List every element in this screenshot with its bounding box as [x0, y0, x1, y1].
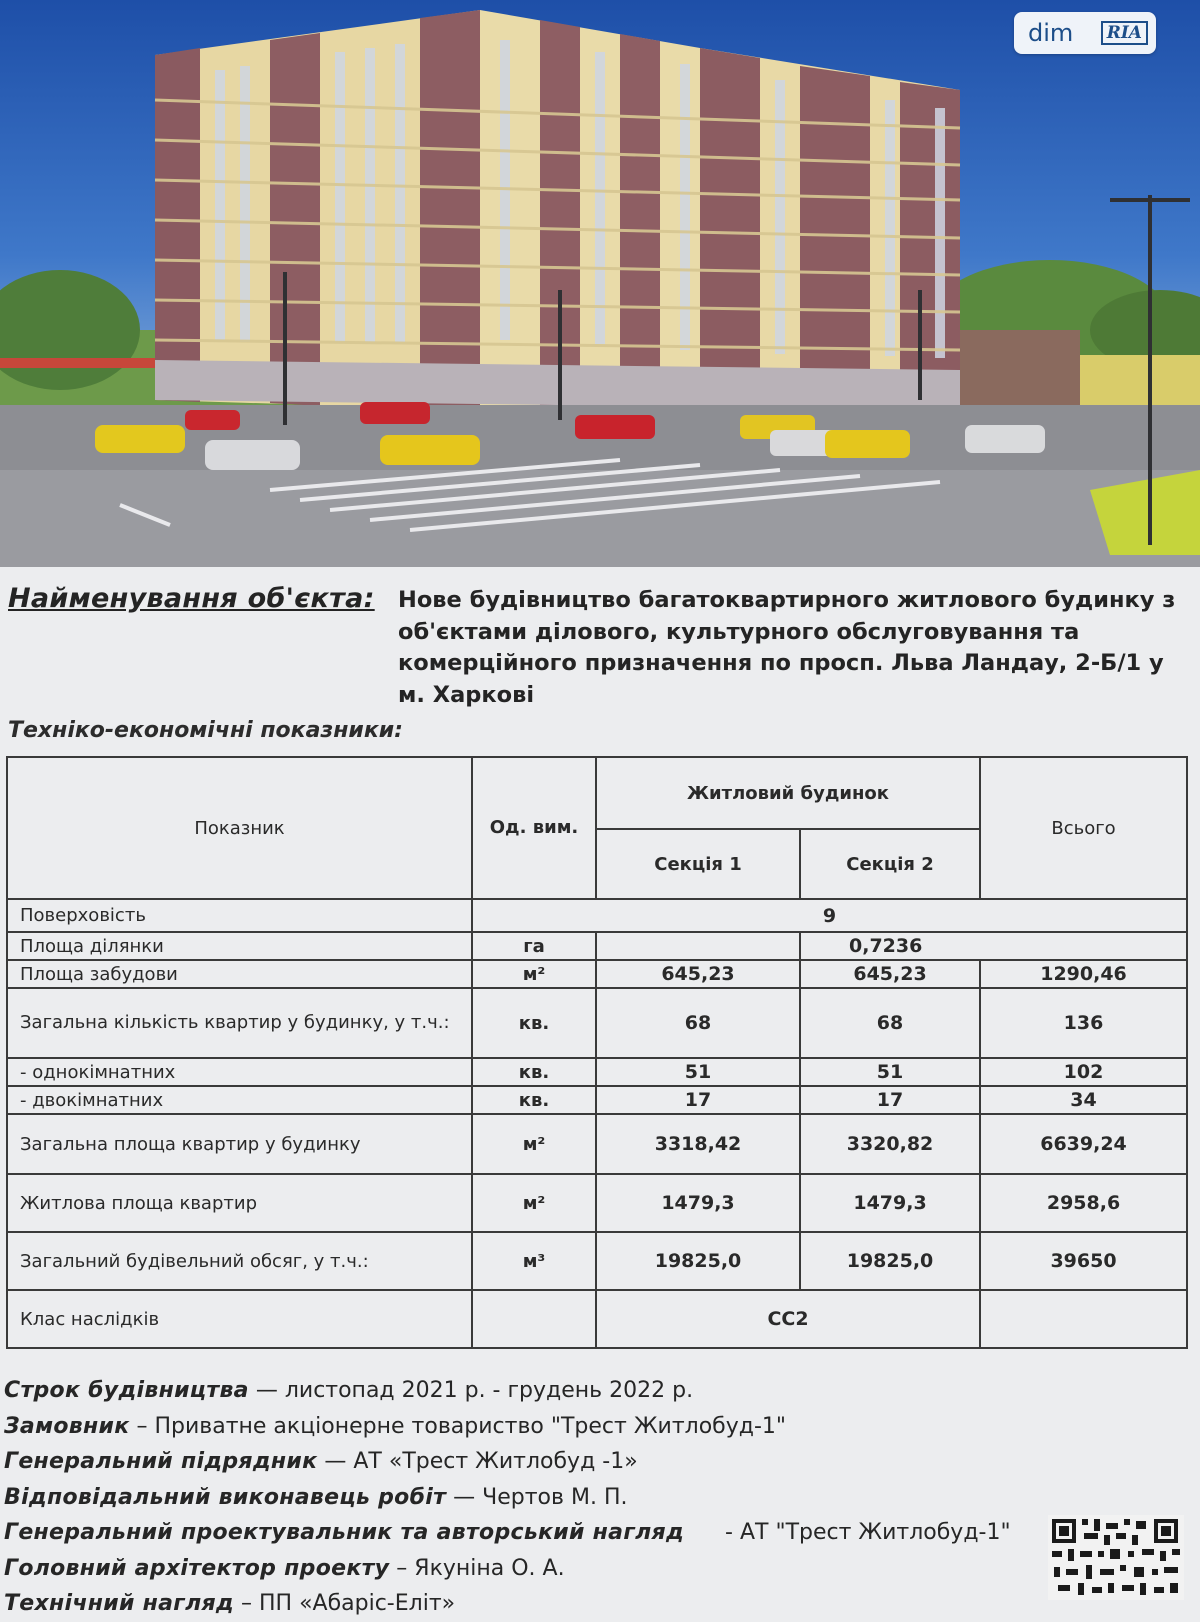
row-label: - однокімнатних — [7, 1058, 472, 1086]
row-unit: кв. — [472, 988, 596, 1058]
row-total: 34 — [980, 1086, 1187, 1114]
row-empty — [596, 932, 800, 960]
row-label: Загальна кількість квартир у будинку, у т.ч.: — [7, 988, 472, 1058]
row-unit: м² — [472, 1174, 596, 1232]
detail-architect: Головний архітектор проекту – Якуніна О. А. — [4, 1555, 565, 1581]
row-section-1: 645,23 — [596, 960, 800, 988]
detail-responsible: Відповідальний виконавець робіт — Чертов М. П. — [4, 1484, 628, 1510]
row-unit: га — [472, 932, 596, 960]
row-value: СС2 — [596, 1290, 980, 1348]
detail-contractor: Генеральний підрядник — АТ «Трест Житлобуд -1» — [4, 1449, 638, 1474]
row-unit: м² — [472, 960, 596, 988]
table-row — [7, 960, 1187, 988]
row-total: 1290,46 — [980, 960, 1187, 988]
table-row — [7, 1290, 1187, 1348]
header-indicator: Показник — [7, 757, 472, 899]
row-label: Поверховість — [7, 899, 472, 932]
row-section-1: 19825,0 — [596, 1232, 800, 1290]
row-section-1: 51 — [596, 1058, 800, 1086]
row-total: 6639,24 — [980, 1114, 1187, 1174]
row-total: 102 — [980, 1058, 1187, 1086]
row-label: Площа ділянки — [7, 932, 472, 960]
table-row — [7, 1058, 1187, 1086]
object-name: Нове будівництво багатоквартирного житлового будинку з об'єктами ділового, культурного обслуговування та комерційного призначення по просп. Льва Ландау, 2-Б/1 у м. Харкові — [398, 587, 1176, 708]
header-unit: Од. вим. — [472, 757, 596, 899]
row-section-2: 17 — [800, 1086, 980, 1114]
row-empty — [472, 1290, 596, 1348]
row-section-2: 3320,82 — [800, 1114, 980, 1174]
row-label: Площа забудови — [7, 960, 472, 988]
detail-designer: Генеральний проектувальник та авторський нагляд - АТ "Трест Житлобуд-1" — [4, 1520, 1011, 1545]
row-total: 136 — [980, 988, 1187, 1058]
row-value: 0,7236 — [800, 932, 1187, 960]
row-section-2: 1479,3 — [800, 1174, 980, 1232]
header-section-1: Секція 1 — [596, 829, 800, 899]
row-section-1: 68 — [596, 988, 800, 1058]
row-section-1: 1479,3 — [596, 1174, 800, 1232]
row-section-1: 3318,42 — [596, 1114, 800, 1174]
detail-customer: Замовник – Приватне акціонерне товариство "Трест Житлобуд-1" — [4, 1413, 787, 1439]
watermark-ria: RIA — [1101, 21, 1148, 45]
detail-term: Строк будівництва — листопад 2021 р. - грудень 2022 р. — [4, 1378, 694, 1403]
table-row — [7, 1086, 1187, 1114]
row-unit: м³ — [472, 1232, 596, 1290]
row-section-2: 51 — [800, 1058, 980, 1086]
tep-label: Техніко-економічні показники: — [8, 718, 403, 743]
row-section-1: 17 — [596, 1086, 800, 1114]
row-unit: кв. — [472, 1058, 596, 1086]
row-section-2: 19825,0 — [800, 1232, 980, 1290]
header-row — [7, 757, 1187, 829]
row-unit: кв. — [472, 1086, 596, 1114]
qr-code-icon — [1048, 1515, 1184, 1600]
tep-table — [6, 756, 1188, 1349]
table-row — [7, 988, 1187, 1058]
tep-table-wrap — [6, 756, 1188, 1349]
watermark-dim: dim — [1028, 19, 1074, 47]
object-label: Найменування об'єкта: — [8, 583, 375, 614]
table-row — [7, 1114, 1187, 1174]
row-label: Клас наслідків — [7, 1290, 472, 1348]
table-row — [7, 932, 1187, 960]
header-building: Житловий будинок — [596, 757, 980, 829]
row-value: 9 — [472, 899, 1187, 932]
building-rendering — [0, 0, 1200, 567]
building-illustration — [0, 0, 1200, 567]
row-unit: м² — [472, 1114, 596, 1174]
row-label: Загальний будівельний обсяг, у т.ч.: — [7, 1232, 472, 1290]
row-empty — [980, 1290, 1187, 1348]
header-total: Всього — [980, 757, 1187, 899]
row-total: 2958,6 — [980, 1174, 1187, 1232]
row-label: Житлова площа квартир — [7, 1174, 472, 1232]
row-section-2: 68 — [800, 988, 980, 1058]
table-row — [7, 1174, 1187, 1232]
detail-supervision: Технічний нагляд – ПП «Абаріс-Еліт» — [4, 1591, 456, 1616]
table-row — [7, 899, 1187, 932]
table-row — [7, 1232, 1187, 1290]
header-section-2: Секція 2 — [800, 829, 980, 899]
project-details — [4, 1373, 1044, 1622]
row-label: - двокімнатних — [7, 1086, 472, 1114]
row-section-2: 645,23 — [800, 960, 980, 988]
row-label: Загальна площа квартир у будинку — [7, 1114, 472, 1174]
row-total: 39650 — [980, 1232, 1187, 1290]
dimria-watermark — [1014, 12, 1156, 54]
